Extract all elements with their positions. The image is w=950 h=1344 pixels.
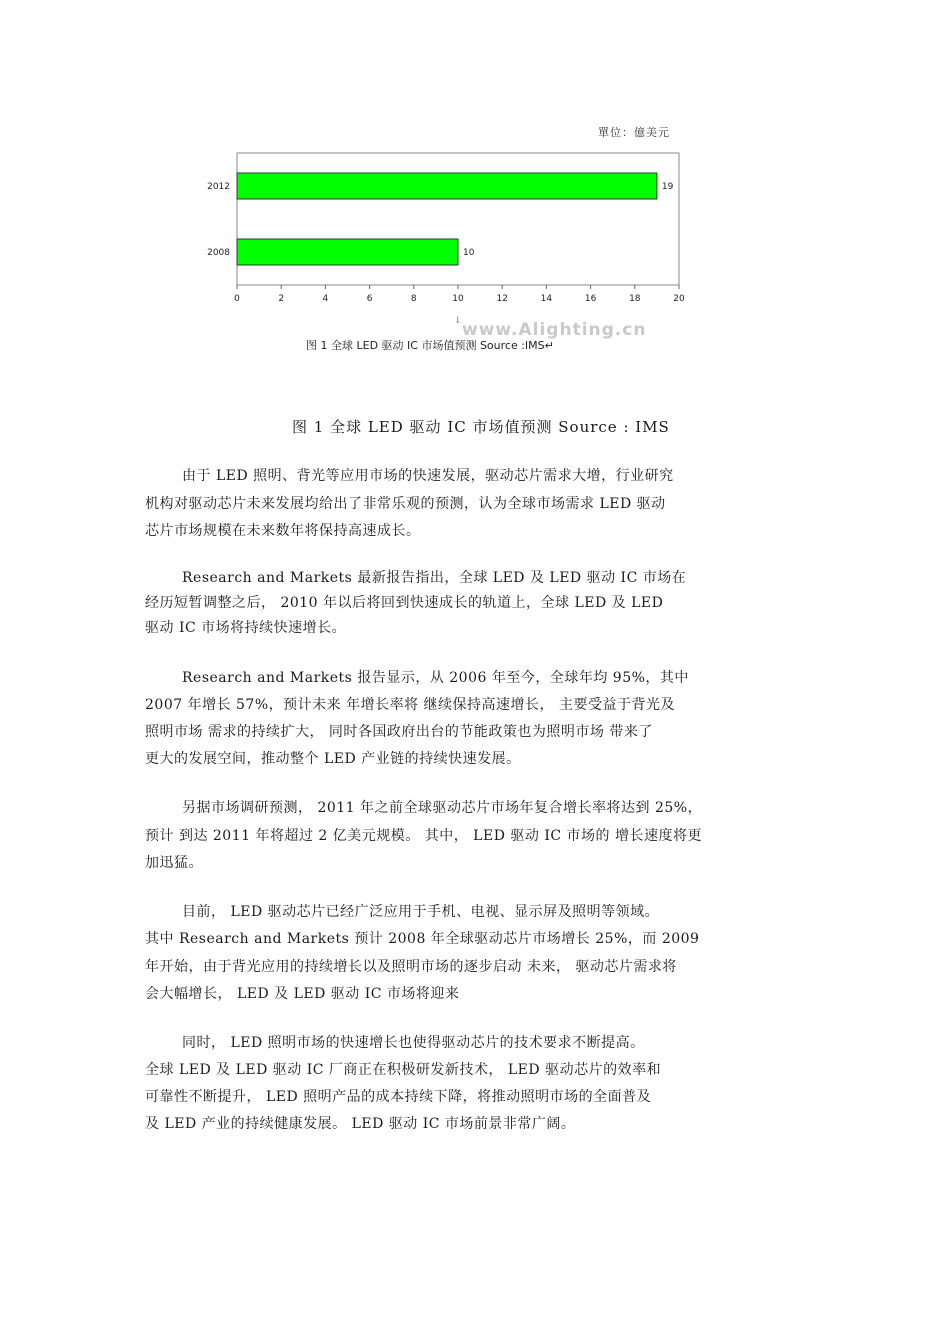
caption-line: 图 1 全球 LED 驱动 IC 市场值预测 Source : IMS: [292, 418, 670, 436]
bar: [237, 239, 458, 265]
bar: [237, 173, 657, 199]
x-tick-label: 2: [278, 294, 285, 304]
paragraph-5-line-3: 年开始，由于背光应用的持续增长以及照明市场的逐步启动 未来， 驱动芯片需求将: [145, 959, 677, 975]
paragraph-1-line-3: 芯片市场规模在未来数年将保持高速成长。: [145, 523, 421, 539]
figure-caption: 图 1 全球 LED 驱动 IC 市场值预测 Source :IMS↵: [306, 339, 554, 352]
data-label: 19: [661, 182, 674, 192]
paragraph-5-line-2: 其中 Research and Markets 预计 2008 年全球驱动芯片市场增长 25%，而 2009: [145, 931, 700, 947]
watermark: www.Alighting.cn: [462, 320, 647, 340]
paragraph-4-line-1: 另据市场调研预测， 2011 年之前全球驱动芯片市场年复合增长率将达到 25%，: [182, 800, 703, 816]
x-tick-label: 10: [452, 294, 464, 304]
paragraph-1-line-2: 机构对驱动芯片未来发展均给出了非常乐观的预测，认为全球市场需求 LED 驱动: [145, 496, 666, 512]
paragraph-3-line-3: 照明市场 需求的持续扩大， 同时各国政府出台的节能政策也为照明市场 带来了: [145, 724, 653, 740]
data-label: 10: [463, 248, 475, 258]
paragraph-3-line-4: 更大的发展空间，推动整个 LED 产业链的持续快速发展。: [145, 751, 521, 767]
paragraph-5-line-4: 会大幅增长， LED 及 LED 驱动 IC 市场将迎来: [145, 986, 460, 1002]
x-tick-label: 4: [322, 294, 329, 304]
category-label: 2008: [207, 248, 230, 258]
x-tick-label: 0: [234, 294, 240, 304]
paragraph-2-line-2: 经历短暂调整之后， 2010 年以后将回到快速成长的轨道上，全球 LED 及 LED: [145, 595, 664, 611]
anchor-mark: ↓: [454, 316, 462, 326]
figure: [0, 0, 950, 380]
paragraph-5-line-1: 目前， LED 驱动芯片已经广泛应用于手机、电视、显示屏及照明等领域。: [182, 904, 660, 920]
x-tick-label: 20: [673, 294, 685, 304]
paragraph-6-line-1: 同时， LED 照明市场的快速增长也使得驱动芯片的技术要求不断提高。: [182, 1035, 645, 1051]
x-tick-label: 6: [366, 294, 373, 304]
unit-label: 單位：億美元: [598, 126, 670, 139]
x-tick-label: 18: [629, 294, 641, 304]
paragraph-4-line-2: 预计 到达 2011 年将超过 2 亿美元规模。 其中， LED 驱动 IC 市场的 增长速度将更: [145, 828, 702, 844]
x-tick-label: 14: [540, 294, 553, 304]
x-tick-label: 8: [410, 294, 417, 304]
paragraph-3-line-2: 2007 年增长 57%，预计未来 年增长率将 继续保持高速增长， 主要受益于背光及: [145, 697, 675, 713]
paragraph-2-line-3: 驱动 IC 市场将持续快速增长。: [145, 620, 347, 636]
paragraph-6-line-3: 可靠性不断提升， LED 照明产品的成本持续下降，将推动照明市场的全面普及: [145, 1089, 652, 1105]
paragraph-2-line-1: Research and Markets 最新报告指出，全球 LED 及 LED 驱动 IC 市场在: [182, 570, 687, 586]
paragraph-6-line-4: 及 LED 产业的持续健康发展。 LED 驱动 IC 市场前景非常广阔。: [145, 1116, 576, 1132]
x-tick-label: 16: [584, 294, 597, 304]
x-tick-label: 12: [496, 294, 508, 304]
paragraph-1-line-1: 由于 LED 照明、背光等应用市场的快速发展，驱动芯片需求大增，行业研究: [182, 468, 674, 484]
category-label: 2012: [207, 182, 230, 192]
paragraph-4-line-3: 加迅猛。: [145, 855, 203, 871]
paragraph-3-line-1: Research and Markets 报告显示，从 2006 年至今，全球年均 95%，其中: [182, 670, 689, 686]
paragraph-6-line-2: 全球 LED 及 LED 驱动 IC 厂商正在积极研发新技术， LED 驱动芯片的效率和: [145, 1062, 662, 1078]
